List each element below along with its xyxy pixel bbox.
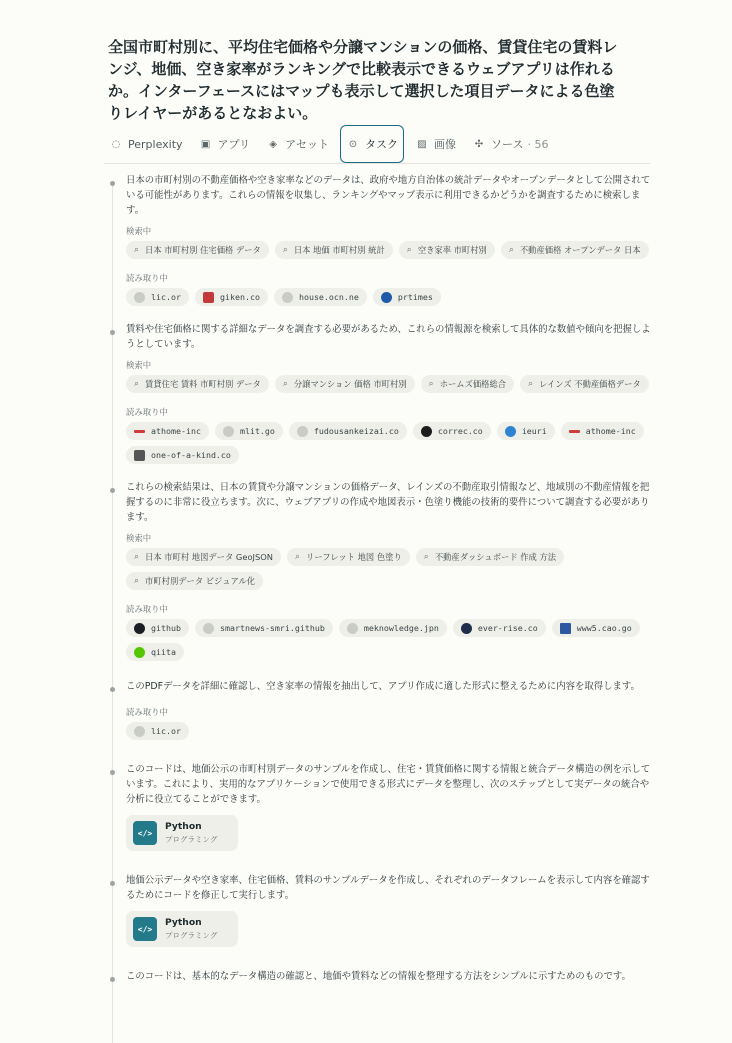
step-text: 賃料や住宅価格に関する詳細なデータを調査する必要があるため、これらの情報源を検索して具体的な数値や傾向を把握しようとしています。 bbox=[126, 324, 651, 350]
task-step bbox=[108, 480, 656, 667]
site-favicon-icon bbox=[134, 292, 145, 303]
reading-label: 読み取り中 bbox=[126, 707, 168, 717]
site-favicon-icon bbox=[134, 450, 145, 461]
source-name: athome-inc bbox=[151, 426, 201, 436]
step-text: このコードは、地価公示の市町村別データのサンプルを作成し、住宅・賃貸価格に関する情報と統合データ構造の例を示しています。これにより、実用的なアプリケーションで使用できる形式にデータを整理し、次のステップとして実データの統合や分析に役立てることができます。 bbox=[126, 764, 651, 805]
step-dot bbox=[110, 488, 115, 493]
searching-label: 検索中 bbox=[126, 226, 152, 236]
search-query-chip[interactable] bbox=[275, 375, 415, 393]
source-name: one-of-a-kind.co bbox=[151, 450, 231, 460]
search-icon: ⌕ bbox=[134, 245, 140, 255]
source-chip[interactable] bbox=[561, 422, 644, 440]
site-favicon-icon bbox=[297, 426, 308, 437]
tab-label: アプリ bbox=[217, 138, 251, 151]
source-name: ever-rise.co bbox=[477, 623, 538, 633]
search-query-chip[interactable] bbox=[399, 241, 495, 259]
source-chip[interactable] bbox=[552, 619, 640, 637]
source-name: meknowledge.jpn bbox=[363, 623, 439, 633]
code-card-subtitle: プログラミング bbox=[165, 835, 218, 844]
tab-label: ソース bbox=[491, 138, 524, 151]
source-chip[interactable] bbox=[339, 619, 447, 637]
tab-image[interactable] bbox=[410, 126, 461, 162]
task-step bbox=[108, 322, 656, 470]
searching-label: 検索中 bbox=[126, 360, 152, 370]
search-icon: ⌕ bbox=[282, 245, 288, 255]
site-favicon-icon bbox=[134, 430, 145, 433]
search-query-chip[interactable] bbox=[416, 548, 564, 566]
source-chip[interactable] bbox=[126, 446, 239, 464]
source-chip[interactable] bbox=[195, 619, 333, 637]
site-favicon-icon bbox=[461, 623, 472, 634]
code-icon: </> bbox=[133, 821, 157, 845]
query-text: 不動産ダッシュボード 作成 方法 bbox=[434, 552, 557, 562]
query-text: 賃貸住宅 賃料 市町村別 データ bbox=[145, 379, 261, 389]
query-text: 日本 市町村別 住宅価格 データ bbox=[145, 245, 261, 255]
task-step bbox=[108, 969, 656, 984]
qiita-icon bbox=[134, 647, 145, 658]
query-list bbox=[126, 375, 656, 399]
searching-label: 検索中 bbox=[126, 533, 152, 543]
search-icon: ⌕ bbox=[508, 245, 514, 255]
tab-sources[interactable] bbox=[467, 126, 553, 162]
step-text: 地価公示データや空き家率、住宅価格、賃料のサンプルデータを作成し、それぞれのデータフレームを表示して内容を確認するためにコードを修正して実行します。 bbox=[126, 875, 650, 901]
code-card-title: Python bbox=[165, 917, 202, 928]
source-name: correc.co bbox=[437, 426, 483, 436]
source-name: lic.or bbox=[151, 292, 181, 302]
tab-task[interactable] bbox=[340, 125, 404, 163]
search-icon: ⌕ bbox=[295, 552, 301, 562]
task-icon: ⊙ bbox=[348, 138, 358, 150]
site-favicon-icon bbox=[203, 623, 214, 634]
source-chip[interactable] bbox=[289, 422, 407, 440]
step-dot bbox=[110, 181, 115, 186]
source-list bbox=[126, 288, 656, 312]
code-card[interactable] bbox=[126, 911, 238, 947]
search-query-chip[interactable] bbox=[126, 375, 269, 393]
step-dot bbox=[110, 770, 115, 775]
reading-label: 読み取り中 bbox=[126, 407, 168, 417]
source-chip[interactable] bbox=[195, 288, 268, 306]
query-text: 不動産価格 オープンデータ 日本 bbox=[519, 245, 641, 255]
source-list bbox=[126, 722, 656, 746]
site-favicon-icon bbox=[282, 292, 293, 303]
search-query-chip[interactable] bbox=[421, 375, 514, 393]
tab-bar bbox=[104, 125, 650, 164]
github-icon bbox=[134, 623, 145, 634]
source-name: lic.or bbox=[151, 726, 181, 736]
step-dot bbox=[110, 977, 115, 982]
site-favicon-icon bbox=[381, 292, 392, 303]
query-text: 空き家率 市町村別 bbox=[417, 245, 487, 255]
search-query-chip[interactable] bbox=[501, 241, 649, 259]
tab-asset[interactable] bbox=[261, 126, 334, 162]
tab-label: Perplexity bbox=[128, 137, 183, 151]
step-text: 日本の市町村別の不動産価格や空き家率などのデータは、政府や地方自治体の統計データやオープンデータとして公開されている可能性があります。これらの情報を収集し、ランキングやマップ表示に利用できるかどうかを調査するために検索します。 bbox=[126, 175, 651, 216]
search-query-chip[interactable] bbox=[126, 241, 269, 259]
task-step bbox=[108, 873, 656, 947]
search-query-chip[interactable] bbox=[126, 548, 281, 566]
perplexity-icon: ◌ bbox=[111, 138, 121, 150]
site-favicon-icon bbox=[134, 726, 145, 737]
query-text: 分譲マンション 価格 市町村別 bbox=[293, 379, 407, 389]
source-chip[interactable] bbox=[497, 422, 555, 440]
asset-icon: ◈ bbox=[269, 138, 277, 150]
source-name: github bbox=[151, 623, 181, 633]
source-chip[interactable] bbox=[373, 288, 441, 306]
tab-label: 画像 bbox=[434, 138, 456, 151]
app-icon: ▣ bbox=[200, 138, 211, 150]
search-icon: ⌕ bbox=[423, 552, 429, 562]
tab-perplexity[interactable] bbox=[104, 126, 188, 162]
search-icon: ⌕ bbox=[134, 552, 140, 562]
code-card-subtitle: プログラミング bbox=[165, 931, 218, 940]
question-title: 全国市町村別に、平均住宅価格や分譲マンションの価格、賃貸住宅の賃料レンジ、地価、空き家率がランキングで比較表示できるウェブアプリは作れるか。インターフェースにはマップも表示して選択した項目データによる色塗りレイヤーがあるとなおよい。 bbox=[108, 38, 618, 122]
code-icon: </> bbox=[133, 917, 157, 941]
source-chip[interactable] bbox=[126, 619, 189, 637]
query-text: レインズ 不動産価格データ bbox=[539, 379, 641, 389]
search-query-chip[interactable] bbox=[287, 548, 410, 566]
query-text: ホームズ価格総合 bbox=[439, 379, 507, 389]
reading-label: 読み取り中 bbox=[126, 604, 168, 614]
source-chip[interactable] bbox=[413, 422, 491, 440]
source-chip[interactable] bbox=[126, 643, 184, 661]
source-chip[interactable] bbox=[453, 619, 546, 637]
search-icon: ⌕ bbox=[428, 379, 434, 389]
step-text: このコードは、基本的なデータ構造の確認と、地価や賃料などの情報を整理する方法をシンプルに示すためのものです。 bbox=[126, 971, 631, 982]
search-icon: ⌕ bbox=[528, 379, 534, 389]
site-favicon-icon bbox=[505, 426, 516, 437]
source-name: www5.cao.go bbox=[576, 623, 632, 633]
site-favicon-icon bbox=[347, 623, 358, 634]
source-name: ieuri bbox=[521, 426, 547, 436]
code-card[interactable] bbox=[126, 815, 238, 851]
source-count: · 56 bbox=[527, 137, 549, 151]
source-name: qiita bbox=[151, 647, 176, 657]
query-text: リーフレット 地図 色塗り bbox=[306, 552, 402, 562]
search-query-chip[interactable] bbox=[520, 375, 649, 393]
source-name: house.ocn.ne bbox=[298, 292, 359, 302]
tab-app[interactable] bbox=[194, 126, 256, 162]
site-favicon-icon bbox=[421, 426, 432, 437]
source-name: giken.co bbox=[219, 292, 260, 302]
reading-label: 読み取り中 bbox=[126, 273, 168, 283]
source-icon: ✣ bbox=[474, 138, 484, 150]
source-chip[interactable] bbox=[215, 422, 283, 440]
image-icon: ▨ bbox=[417, 138, 427, 150]
search-icon: ⌕ bbox=[134, 379, 140, 389]
search-icon: ⌕ bbox=[406, 245, 412, 255]
source-chip[interactable] bbox=[126, 422, 209, 440]
task-step bbox=[108, 173, 656, 312]
source-name: smartnews-smri.github bbox=[219, 623, 325, 633]
source-list bbox=[126, 422, 656, 470]
step-dot bbox=[110, 330, 115, 335]
site-favicon-icon bbox=[560, 623, 571, 634]
source-name: prtimes bbox=[397, 292, 433, 302]
site-favicon-icon bbox=[223, 426, 234, 437]
site-favicon-icon bbox=[569, 430, 580, 433]
task-steps bbox=[108, 173, 656, 984]
site-favicon-icon bbox=[203, 292, 214, 303]
query-list bbox=[126, 241, 656, 265]
query-text: 市町村別データ ビジュアル化 bbox=[145, 576, 256, 586]
code-card-title: Python bbox=[165, 821, 202, 832]
query-list bbox=[126, 548, 656, 596]
source-name: mlit.go bbox=[239, 426, 275, 436]
source-name: athome-inc bbox=[585, 426, 636, 436]
query-text: 日本 地価 市町村別 統計 bbox=[293, 245, 385, 255]
tab-label: アセット bbox=[285, 138, 329, 151]
source-chip[interactable] bbox=[274, 288, 367, 306]
step-dot bbox=[110, 881, 115, 886]
query-text: 日本 市町村 地図データ GeoJSON bbox=[145, 552, 273, 562]
source-name: fudousankeizai.co bbox=[313, 426, 399, 436]
task-step bbox=[108, 762, 656, 851]
search-query-chip[interactable] bbox=[126, 572, 263, 590]
step-text: このPDFデータを詳細に確認し、空き家率の情報を抽出して、アプリ作成に適した形式に整えるために内容を取得します。 bbox=[126, 681, 640, 692]
step-text: これらの検索結果は、日本の賃貸や分譲マンションの価格データ、レインズの不動産取引情報など、地域別の不動産情報を把握するのに非常に役立ちます。次に、ウェブアプリの作成や地図表示・色塗り機能の技術的要件について調査する必要があります。 bbox=[126, 482, 650, 523]
search-icon: ⌕ bbox=[282, 379, 288, 389]
tab-label: タスク bbox=[365, 138, 398, 151]
source-list bbox=[126, 619, 656, 667]
task-step bbox=[108, 679, 656, 746]
search-query-chip[interactable] bbox=[275, 241, 393, 259]
source-chip[interactable] bbox=[126, 288, 189, 306]
source-chip[interactable] bbox=[126, 722, 189, 740]
search-icon: ⌕ bbox=[134, 576, 140, 586]
step-dot bbox=[110, 687, 115, 692]
